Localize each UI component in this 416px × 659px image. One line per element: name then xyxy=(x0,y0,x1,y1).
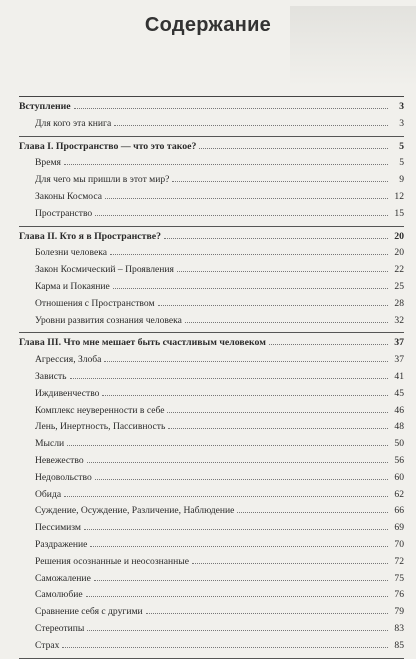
entry-label: Суждение, Осуждение, Различение, Наблюдение xyxy=(35,505,235,517)
toc-entry xyxy=(19,554,404,571)
toc-section xyxy=(19,137,404,227)
page-number: 5 xyxy=(399,140,404,152)
entry-label: Саможаление xyxy=(35,572,91,584)
page-number: 5 xyxy=(399,157,404,169)
dot-leader xyxy=(237,512,388,513)
dot-leader xyxy=(269,344,388,345)
toc-entry xyxy=(19,403,404,420)
dot-leader xyxy=(164,238,388,239)
dot-leader xyxy=(185,322,388,323)
page-number: 25 xyxy=(394,280,404,292)
dot-leader xyxy=(86,596,388,597)
toc-entry xyxy=(19,245,404,262)
page-number: 60 xyxy=(394,471,404,483)
toc-entry xyxy=(19,296,404,313)
entry-label: Лень, Инертность, Пассивность xyxy=(35,421,166,433)
page-number: 15 xyxy=(394,207,404,219)
dot-leader xyxy=(199,148,388,149)
page-number: 20 xyxy=(394,247,404,259)
entry-label: Для чего мы пришли в этот мир? xyxy=(35,174,170,186)
entry-label: Для кого эта книга xyxy=(35,117,112,129)
toc-body xyxy=(19,97,404,659)
entry-label: Сравнение себя с другими xyxy=(35,606,143,618)
entry-label: Агрессия, Злоба xyxy=(35,354,102,366)
page-number: 46 xyxy=(394,404,404,416)
page-number: 48 xyxy=(394,421,404,433)
page-number: 32 xyxy=(394,314,404,326)
dot-leader xyxy=(192,563,388,564)
entry-label: Закон Космический – Проявления xyxy=(35,264,174,276)
entry-label: Зависть xyxy=(35,370,67,382)
entry-label: Законы Космоса xyxy=(35,190,102,202)
entry-label: Уровни развития сознания человека xyxy=(35,314,182,326)
dot-leader xyxy=(95,215,388,216)
dot-leader xyxy=(62,647,388,648)
page-number: 37 xyxy=(394,354,404,366)
toc-entry xyxy=(19,453,404,470)
page-number: 85 xyxy=(394,639,404,651)
entry-label: Самолюбие xyxy=(35,589,83,601)
page-number: 3 xyxy=(399,101,404,112)
dot-leader xyxy=(84,529,388,530)
toc-entry xyxy=(19,352,404,369)
entry-label: Вступление xyxy=(19,101,71,112)
page-number: 41 xyxy=(394,370,404,382)
dot-leader xyxy=(177,271,388,272)
toc-entry xyxy=(19,571,404,588)
toc-section xyxy=(19,333,404,658)
page-number: 62 xyxy=(394,488,404,500)
toc-entry xyxy=(19,621,404,638)
toc-entry xyxy=(19,487,404,504)
dot-leader xyxy=(110,254,388,255)
page-number: 28 xyxy=(394,297,404,309)
dot-leader xyxy=(94,580,388,581)
entry-label: Время xyxy=(35,157,61,169)
dot-leader xyxy=(90,546,388,547)
dot-leader xyxy=(102,395,388,396)
page-number: 83 xyxy=(394,622,404,634)
page-number: 75 xyxy=(394,572,404,584)
page-number: 56 xyxy=(394,454,404,466)
dot-leader xyxy=(70,378,388,379)
toc-entry xyxy=(19,587,404,604)
entry-label: Мысли xyxy=(35,438,65,450)
entry-label: Глава I. Пространство — что это такое? xyxy=(19,140,197,152)
dot-leader xyxy=(168,428,388,429)
dot-leader xyxy=(158,305,388,306)
toc-entry xyxy=(19,604,404,621)
dot-leader xyxy=(64,164,388,165)
toc-entry xyxy=(19,155,404,172)
toc-entry xyxy=(19,537,404,554)
dot-leader xyxy=(114,125,388,126)
page-number: 70 xyxy=(394,538,404,550)
dot-leader xyxy=(172,181,388,182)
toc-entry xyxy=(19,419,404,436)
dot-leader xyxy=(67,445,388,446)
chapter-heading xyxy=(19,139,404,156)
entry-label: Страх xyxy=(35,639,60,651)
toc-entry xyxy=(19,369,404,386)
toc-entry xyxy=(19,520,404,537)
page-title: Содержание xyxy=(144,14,272,36)
dot-leader xyxy=(74,108,388,109)
toc-entry xyxy=(19,206,404,223)
toc-entry xyxy=(19,116,404,133)
entry-label: Стереотипы xyxy=(35,622,85,634)
entry-label: Глава II. Кто я в Пространстве? xyxy=(19,230,162,242)
page-number: 12 xyxy=(394,190,404,202)
toc-entry xyxy=(19,386,404,403)
entry-label: Глава III. Что мне мешает быть счастливым человеком xyxy=(19,337,266,349)
chapter-heading xyxy=(19,229,404,246)
dot-leader xyxy=(105,198,388,199)
chapter-heading xyxy=(19,99,404,116)
toc-entry xyxy=(19,189,404,206)
toc-entry xyxy=(19,279,404,296)
toc-entry xyxy=(19,172,404,189)
page-number: 69 xyxy=(394,522,404,534)
dot-leader xyxy=(64,496,388,497)
page-number: 66 xyxy=(394,505,404,517)
toc-entry xyxy=(19,638,404,655)
page-number: 9 xyxy=(399,174,404,186)
entry-label: Раздражение xyxy=(35,538,88,550)
dot-leader xyxy=(87,630,388,631)
dot-leader xyxy=(146,613,388,614)
toc-section xyxy=(19,227,404,334)
entry-label: Комплекс неуверенности в себе xyxy=(35,404,165,416)
toc-entry xyxy=(19,262,404,279)
toc-entry xyxy=(19,436,404,453)
page-number: 50 xyxy=(394,438,404,450)
chapter-heading xyxy=(19,335,404,352)
entry-label: Болезни человека xyxy=(35,247,107,259)
entry-label: Пессимизм xyxy=(35,522,82,534)
dot-leader xyxy=(95,479,388,480)
entry-label: Иждивенчество xyxy=(35,387,100,399)
page-number: 45 xyxy=(394,387,404,399)
entry-label: Отношения с Пространством xyxy=(35,297,155,309)
toc-entry xyxy=(19,470,404,487)
page-number: 76 xyxy=(394,589,404,601)
toc-entry xyxy=(19,313,404,330)
entry-label: Недовольство xyxy=(35,471,92,483)
toc-entry xyxy=(19,503,404,520)
entry-label: Решения осознанные и неосознанные xyxy=(35,555,190,567)
entry-label: Пространство xyxy=(35,207,93,219)
dot-leader xyxy=(104,361,388,362)
page-number: 20 xyxy=(394,230,404,242)
entry-label: Невежество xyxy=(35,454,84,466)
dot-leader xyxy=(113,288,388,289)
table-of-contents xyxy=(19,90,404,659)
toc-section xyxy=(19,97,404,137)
page-number: 37 xyxy=(394,337,404,349)
dot-leader xyxy=(87,462,388,463)
entry-label: Карма и Покаяние xyxy=(35,280,110,292)
page-number: 72 xyxy=(394,555,404,567)
page-number: 22 xyxy=(394,264,404,276)
page-number: 3 xyxy=(399,117,404,129)
entry-label: Обида xyxy=(35,488,62,500)
dot-leader xyxy=(167,412,388,413)
page-number: 79 xyxy=(394,606,404,618)
